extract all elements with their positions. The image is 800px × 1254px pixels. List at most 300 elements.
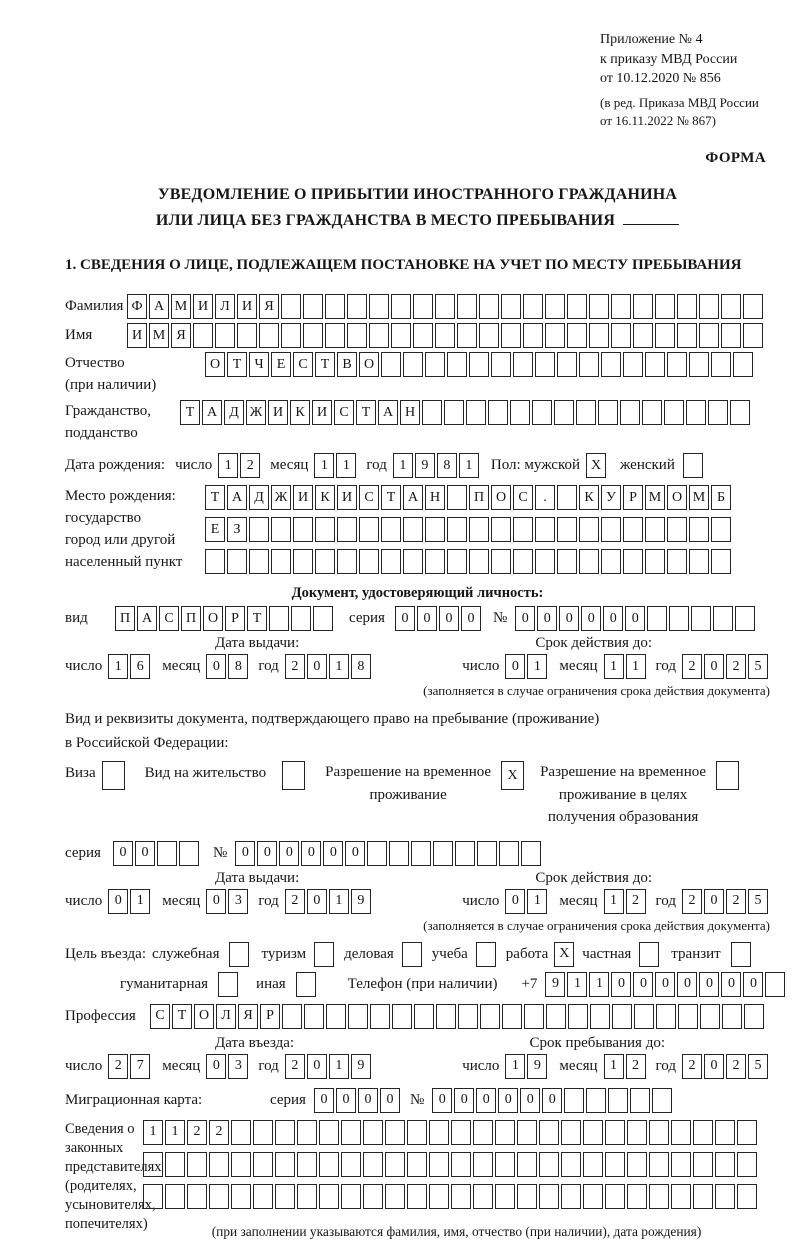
doc-valid-day-boxes bbox=[505, 654, 549, 679]
form-cell bbox=[297, 1152, 317, 1177]
form-cell bbox=[347, 323, 367, 348]
birthplace-row bbox=[65, 485, 770, 581]
purpose-option-label: транзит bbox=[671, 945, 721, 962]
form-cell: С bbox=[150, 1004, 170, 1029]
form-cell bbox=[413, 323, 433, 348]
doc-valid-year-boxes bbox=[682, 654, 770, 679]
stay-year-boxes bbox=[682, 1054, 770, 1079]
form-cell: И bbox=[193, 294, 213, 319]
form-cell bbox=[645, 352, 665, 377]
doc-valid-month-boxes bbox=[604, 654, 648, 679]
form-cell: Л bbox=[215, 294, 235, 319]
form-cell bbox=[557, 352, 577, 377]
form-cell: 1 bbox=[527, 654, 547, 679]
residence-issue-day-boxes bbox=[108, 889, 152, 914]
form-cell: 0 bbox=[633, 972, 653, 997]
form-cell bbox=[561, 1184, 581, 1209]
residence-valid-month-boxes bbox=[604, 889, 648, 914]
form-cell bbox=[429, 1120, 449, 1145]
representatives-boxes bbox=[143, 1120, 770, 1240]
form-cell: С bbox=[159, 606, 179, 631]
representatives-row bbox=[65, 1120, 770, 1240]
form-cell: И bbox=[237, 294, 257, 319]
residence-issue-month-boxes bbox=[206, 889, 250, 914]
doc-number-label: № bbox=[492, 610, 508, 627]
form-cell bbox=[579, 549, 599, 574]
form-cell: 0 bbox=[542, 1088, 562, 1113]
form-cell bbox=[325, 323, 345, 348]
form-cell bbox=[601, 549, 621, 574]
form-cell bbox=[601, 352, 621, 377]
form-cell: У bbox=[601, 485, 621, 510]
form-cell: 8 bbox=[437, 453, 457, 478]
form-cell bbox=[469, 352, 489, 377]
day-label: число bbox=[462, 892, 500, 909]
form-cell bbox=[473, 1152, 493, 1177]
form-cell: Р bbox=[623, 485, 643, 510]
form-cell bbox=[532, 400, 552, 425]
form-cell bbox=[711, 517, 731, 542]
form-cell: Ж bbox=[246, 400, 266, 425]
purpose-option-label: деловая bbox=[344, 945, 394, 962]
form-cell bbox=[656, 1004, 676, 1029]
form-cell bbox=[269, 606, 289, 631]
form-cell bbox=[583, 1184, 603, 1209]
form-cell: 9 bbox=[545, 972, 565, 997]
entry-year-boxes bbox=[285, 1054, 373, 1079]
form-cell: 0 bbox=[505, 654, 525, 679]
form-cell bbox=[693, 1152, 713, 1177]
form-cell: 0 bbox=[439, 606, 459, 631]
form-cell bbox=[403, 352, 423, 377]
form-cell bbox=[165, 1152, 185, 1177]
form-cell bbox=[737, 1152, 757, 1177]
doc-series-label: серия bbox=[349, 610, 385, 627]
title-blank-underline bbox=[623, 224, 679, 225]
form-cell: 0 bbox=[307, 654, 327, 679]
form-cell bbox=[193, 323, 213, 348]
form-cell bbox=[567, 323, 587, 348]
form-cell bbox=[480, 1004, 500, 1029]
form-cell: Я bbox=[171, 323, 191, 348]
form-cell: 1 bbox=[567, 972, 587, 997]
form-cell: 0 bbox=[301, 841, 321, 866]
form-cell: О bbox=[491, 485, 511, 510]
form-cell bbox=[579, 352, 599, 377]
form-cell: С bbox=[359, 485, 379, 510]
form-cell bbox=[231, 1184, 251, 1209]
doc-kind-label: вид bbox=[65, 610, 88, 627]
form-cell bbox=[363, 1184, 383, 1209]
form-cell bbox=[205, 549, 225, 574]
form-cell bbox=[488, 400, 508, 425]
form-cell: 9 bbox=[415, 453, 435, 478]
form-cell: 2 bbox=[240, 453, 260, 478]
form-cell bbox=[231, 1152, 251, 1177]
form-cell: X bbox=[586, 453, 606, 478]
form-cell: 5 bbox=[748, 654, 768, 679]
form-cell: А bbox=[149, 294, 169, 319]
form-cell: 8 bbox=[228, 654, 248, 679]
form-cell bbox=[557, 517, 577, 542]
form-cell bbox=[303, 294, 323, 319]
form-cell bbox=[671, 1152, 691, 1177]
profession-label: Профессия bbox=[65, 1007, 136, 1024]
form-cell bbox=[557, 549, 577, 574]
form-cell bbox=[623, 517, 643, 542]
form-title-line2-wrap bbox=[65, 208, 770, 234]
form-cell: 1 bbox=[336, 453, 356, 478]
form-cell bbox=[411, 841, 431, 866]
purpose-option-label: частная bbox=[582, 945, 632, 962]
form-cell bbox=[627, 1120, 647, 1145]
form-cell: 0 bbox=[498, 1088, 518, 1113]
representatives-line1-boxes bbox=[143, 1120, 759, 1145]
form-cell bbox=[451, 1152, 471, 1177]
form-cell: 1 bbox=[314, 453, 334, 478]
birthplace-line2-boxes bbox=[205, 517, 733, 542]
identity-doc-date-headings bbox=[65, 635, 770, 652]
form-cell bbox=[686, 400, 706, 425]
day-label: число bbox=[462, 658, 500, 675]
form-cell bbox=[735, 606, 755, 631]
form-cell bbox=[649, 1152, 669, 1177]
form-cell: 1 bbox=[589, 972, 609, 997]
form-cell: 0 bbox=[432, 1088, 452, 1113]
form-cell: 9 bbox=[527, 1054, 547, 1079]
form-cell: 0 bbox=[206, 889, 226, 914]
form-cell: Ч bbox=[249, 352, 269, 377]
form-cell bbox=[422, 400, 442, 425]
form-cell bbox=[669, 606, 689, 631]
form-cell: С bbox=[334, 400, 354, 425]
form-cell bbox=[689, 517, 709, 542]
form-cell bbox=[319, 1120, 339, 1145]
form-cell bbox=[143, 1152, 163, 1177]
form-cell: 0 bbox=[476, 1088, 496, 1113]
form-cell: 1 bbox=[108, 654, 128, 679]
phone-prefix: +7 bbox=[521, 975, 538, 992]
entry-dates-row bbox=[65, 1054, 770, 1079]
form-cell bbox=[598, 400, 618, 425]
form-cell: О bbox=[667, 485, 687, 510]
form-cell: 2 bbox=[682, 889, 702, 914]
form-title-line1: УВЕДОМЛЕНИЕ О ПРИБЫТИИ ИНОСТРАННОГО ГРАЖДАНИНА bbox=[157, 186, 678, 204]
form-cell: 1 bbox=[626, 654, 646, 679]
form-cell: 2 bbox=[726, 654, 746, 679]
validity-note: (заполняется в случае ограничения срока действия документа) bbox=[423, 917, 770, 933]
form-cell bbox=[385, 1120, 405, 1145]
birthplace-line1-boxes bbox=[205, 485, 733, 510]
form-cell bbox=[209, 1184, 229, 1209]
form-cell: 0 bbox=[380, 1088, 400, 1113]
form-cell bbox=[293, 517, 313, 542]
form-cell bbox=[282, 1004, 302, 1029]
form-cell bbox=[447, 549, 467, 574]
form-cell: 0 bbox=[257, 841, 277, 866]
form-cell bbox=[458, 1004, 478, 1029]
form-cell: 2 bbox=[726, 889, 746, 914]
form-cell bbox=[209, 1152, 229, 1177]
form-cell: Д bbox=[249, 485, 269, 510]
form-cell bbox=[743, 294, 763, 319]
form-cell bbox=[667, 352, 687, 377]
year-label: год bbox=[655, 1057, 676, 1074]
form-cell bbox=[510, 400, 530, 425]
form-cell bbox=[253, 1184, 273, 1209]
form-cell bbox=[385, 1152, 405, 1177]
form-cell: 0 bbox=[655, 972, 675, 997]
residence-permit-label: Вид на жительство bbox=[144, 765, 267, 782]
form-cell bbox=[187, 1152, 207, 1177]
form-cell bbox=[473, 1120, 493, 1145]
form-cell bbox=[715, 1184, 735, 1209]
patronymic-label: Отчество (при наличии) bbox=[65, 355, 157, 394]
form-cell bbox=[711, 549, 731, 574]
form-cell bbox=[630, 1088, 650, 1113]
form-cell: 0 bbox=[505, 889, 525, 914]
year-label: год bbox=[258, 658, 279, 675]
form-cell: И bbox=[268, 400, 288, 425]
form-cell bbox=[523, 294, 543, 319]
form-cell bbox=[187, 1184, 207, 1209]
form-word-label: ФОРМА bbox=[705, 150, 766, 167]
form-cell bbox=[319, 1184, 339, 1209]
form-cell bbox=[315, 517, 335, 542]
form-cell: 0 bbox=[279, 841, 299, 866]
representatives-note: (при заполнении указываются фамилия, имя, отчество (при наличии), дата рождения) bbox=[211, 1223, 702, 1239]
form-cell bbox=[539, 1152, 559, 1177]
residence-issue-year-boxes bbox=[285, 889, 373, 914]
amendment-line: от 16.11.2022 № 867) bbox=[600, 112, 717, 128]
residence-series-boxes bbox=[113, 841, 201, 866]
form-cell bbox=[275, 1152, 295, 1177]
temp-permit-label: Разрешение на временное проживание bbox=[325, 764, 492, 803]
form-cell bbox=[215, 323, 235, 348]
visa-checkbox bbox=[102, 761, 127, 790]
form-cell: Т bbox=[315, 352, 335, 377]
stay-until-heading: Срок пребывания до: bbox=[529, 1034, 665, 1051]
form-cell bbox=[433, 841, 453, 866]
purpose-label: Цель въезда: bbox=[65, 945, 146, 962]
form-cell: 0 bbox=[581, 606, 601, 631]
form-cell bbox=[451, 1120, 471, 1145]
amendment-line: (в ред. Приказа МВД России bbox=[600, 94, 759, 110]
form-cell bbox=[297, 1184, 317, 1209]
form-cell bbox=[513, 549, 533, 574]
form-cell: Т bbox=[172, 1004, 192, 1029]
form-cell bbox=[227, 549, 247, 574]
form-cell bbox=[455, 841, 475, 866]
form-cell: К bbox=[315, 485, 335, 510]
form-cell bbox=[249, 517, 269, 542]
form-cell bbox=[469, 517, 489, 542]
form-cell: Д bbox=[224, 400, 244, 425]
form-cell: 0 bbox=[603, 606, 623, 631]
form-cell bbox=[693, 1184, 713, 1209]
form-cell bbox=[535, 352, 555, 377]
entry-day-boxes bbox=[108, 1054, 152, 1079]
firstname-label: Имя bbox=[65, 327, 93, 344]
day-label: число bbox=[65, 892, 103, 909]
patronymic-boxes bbox=[205, 352, 755, 377]
purpose-tourism-checkbox bbox=[314, 942, 336, 967]
form-cell bbox=[447, 352, 467, 377]
series-label: серия bbox=[270, 1091, 306, 1108]
form-cell bbox=[579, 517, 599, 542]
form-cell bbox=[369, 323, 389, 348]
form-cell bbox=[627, 1152, 647, 1177]
form-title-line2: ИЛИ ЛИЦА БЕЗ ГРАЖДАНСТВА В МЕСТО ПРЕБЫВАНИЯ bbox=[155, 211, 616, 229]
purpose-official-checkbox bbox=[229, 942, 251, 967]
appendix-line: Приложение № 4 bbox=[600, 32, 703, 47]
edu-permit-checkbox bbox=[716, 761, 741, 790]
form-cell bbox=[231, 1120, 251, 1145]
migration-card-row bbox=[65, 1088, 770, 1113]
citizenship-row bbox=[65, 400, 770, 444]
form-cell: Т bbox=[227, 352, 247, 377]
form-cell bbox=[403, 549, 423, 574]
form-cell bbox=[259, 323, 279, 348]
month-label: месяц bbox=[559, 1057, 598, 1074]
birth-day-boxes bbox=[218, 453, 262, 478]
valid-until-heading: Срок действия до: bbox=[535, 869, 652, 886]
form-cell: 0 bbox=[358, 1088, 378, 1113]
form-cell bbox=[620, 400, 640, 425]
form-cell: 0 bbox=[721, 972, 741, 997]
form-cell bbox=[403, 517, 423, 542]
form-cell: 1 bbox=[604, 889, 624, 914]
entry-date-heading: Дата въезда: bbox=[215, 1034, 295, 1051]
form-cell bbox=[477, 841, 497, 866]
form-cell bbox=[157, 841, 177, 866]
form-cell: О bbox=[205, 352, 225, 377]
form-cell bbox=[367, 841, 387, 866]
form-cell: 0 bbox=[454, 1088, 474, 1113]
form-cell bbox=[523, 323, 543, 348]
migration-series-boxes bbox=[314, 1088, 402, 1113]
form-cell bbox=[435, 294, 455, 319]
form-cell bbox=[568, 1004, 588, 1029]
form-cell: 0 bbox=[677, 972, 697, 997]
form-cell: 8 bbox=[351, 654, 371, 679]
form-cell: 0 bbox=[113, 841, 133, 866]
form-cell bbox=[502, 1004, 522, 1029]
residence-number-boxes bbox=[235, 841, 543, 866]
birthplace-line3-boxes bbox=[205, 549, 733, 574]
form-cell bbox=[413, 294, 433, 319]
form-cell bbox=[425, 352, 445, 377]
entry-date-headings bbox=[65, 1035, 770, 1052]
purpose-work-checkbox bbox=[554, 942, 576, 967]
form-cell bbox=[402, 942, 422, 967]
form-cell bbox=[655, 294, 675, 319]
form-cell bbox=[102, 761, 125, 790]
residence-doc-series-row bbox=[65, 841, 770, 866]
form-cell: 2 bbox=[682, 1054, 702, 1079]
form-cell: П bbox=[115, 606, 135, 631]
form-cell: 0 bbox=[345, 841, 365, 866]
form-cell bbox=[451, 1184, 471, 1209]
form-cell bbox=[708, 400, 728, 425]
form-cell bbox=[722, 1004, 742, 1029]
form-cell bbox=[381, 352, 401, 377]
form-cell bbox=[253, 1120, 273, 1145]
form-cell bbox=[304, 1004, 324, 1029]
form-title bbox=[65, 182, 770, 233]
form-cell: 0 bbox=[417, 606, 437, 631]
form-cell bbox=[721, 323, 741, 348]
number-label: № bbox=[213, 844, 228, 861]
month-label: месяц bbox=[559, 892, 598, 909]
edu-permit-label: Разрешение на временное проживание в целях получения образования bbox=[540, 764, 707, 826]
doc-kind-boxes bbox=[115, 606, 335, 631]
sex-male-checkbox bbox=[586, 453, 608, 478]
citizenship-boxes bbox=[180, 400, 752, 425]
form-cell: М bbox=[689, 485, 709, 510]
form-cell bbox=[765, 972, 785, 997]
form-cell: 2 bbox=[682, 654, 702, 679]
year-label: год bbox=[258, 892, 279, 909]
form-cell: 0 bbox=[699, 972, 719, 997]
phone-label: Телефон (при наличии) bbox=[347, 975, 498, 992]
form-cell bbox=[447, 517, 467, 542]
form-cell bbox=[521, 841, 541, 866]
form-cell: А bbox=[137, 606, 157, 631]
residence-doc-date-headings bbox=[65, 870, 770, 887]
form-cell bbox=[281, 323, 301, 348]
form-cell bbox=[744, 1004, 764, 1029]
form-cell bbox=[447, 485, 467, 510]
form-cell bbox=[381, 549, 401, 574]
form-cell bbox=[664, 400, 684, 425]
form-cell: 9 bbox=[351, 1054, 371, 1079]
appendix-block bbox=[600, 30, 768, 130]
surname-label: Фамилия bbox=[65, 298, 124, 315]
form-cell bbox=[407, 1184, 427, 1209]
form-cell bbox=[425, 517, 445, 542]
form-cell bbox=[647, 606, 667, 631]
identity-doc-heading: Документ, удостоверяющий личность: bbox=[291, 585, 544, 602]
form-cell bbox=[583, 1120, 603, 1145]
residence-doc-intro1: Вид и реквизиты документа, подтверждающего право на пребывание (проживание) bbox=[65, 711, 600, 728]
form-cell: 0 bbox=[314, 1088, 334, 1113]
residence-valid-group bbox=[462, 889, 770, 914]
form-cell bbox=[314, 942, 334, 967]
form-cell bbox=[218, 972, 238, 997]
form-cell: 0 bbox=[559, 606, 579, 631]
form-cell: П bbox=[181, 606, 201, 631]
form-cell: 0 bbox=[704, 654, 724, 679]
form-cell: 0 bbox=[625, 606, 645, 631]
form-cell bbox=[392, 1004, 412, 1029]
form-cell bbox=[590, 1004, 610, 1029]
form-cell bbox=[271, 517, 291, 542]
identity-doc-row bbox=[65, 606, 770, 631]
form-cell bbox=[473, 1184, 493, 1209]
form-cell: 0 bbox=[520, 1088, 540, 1113]
birthplace-label: Место рождения: государство город или другой населенный пункт bbox=[65, 488, 183, 571]
form-cell: 1 bbox=[393, 453, 413, 478]
form-cell bbox=[623, 549, 643, 574]
form-cell: 0 bbox=[206, 654, 226, 679]
form-cell: 0 bbox=[307, 889, 327, 914]
form-cell: А bbox=[227, 485, 247, 510]
residence-doc-intro2: в Российской Федерации: bbox=[65, 735, 229, 752]
form-cell bbox=[691, 606, 711, 631]
form-cell bbox=[611, 294, 631, 319]
form-cell bbox=[633, 294, 653, 319]
